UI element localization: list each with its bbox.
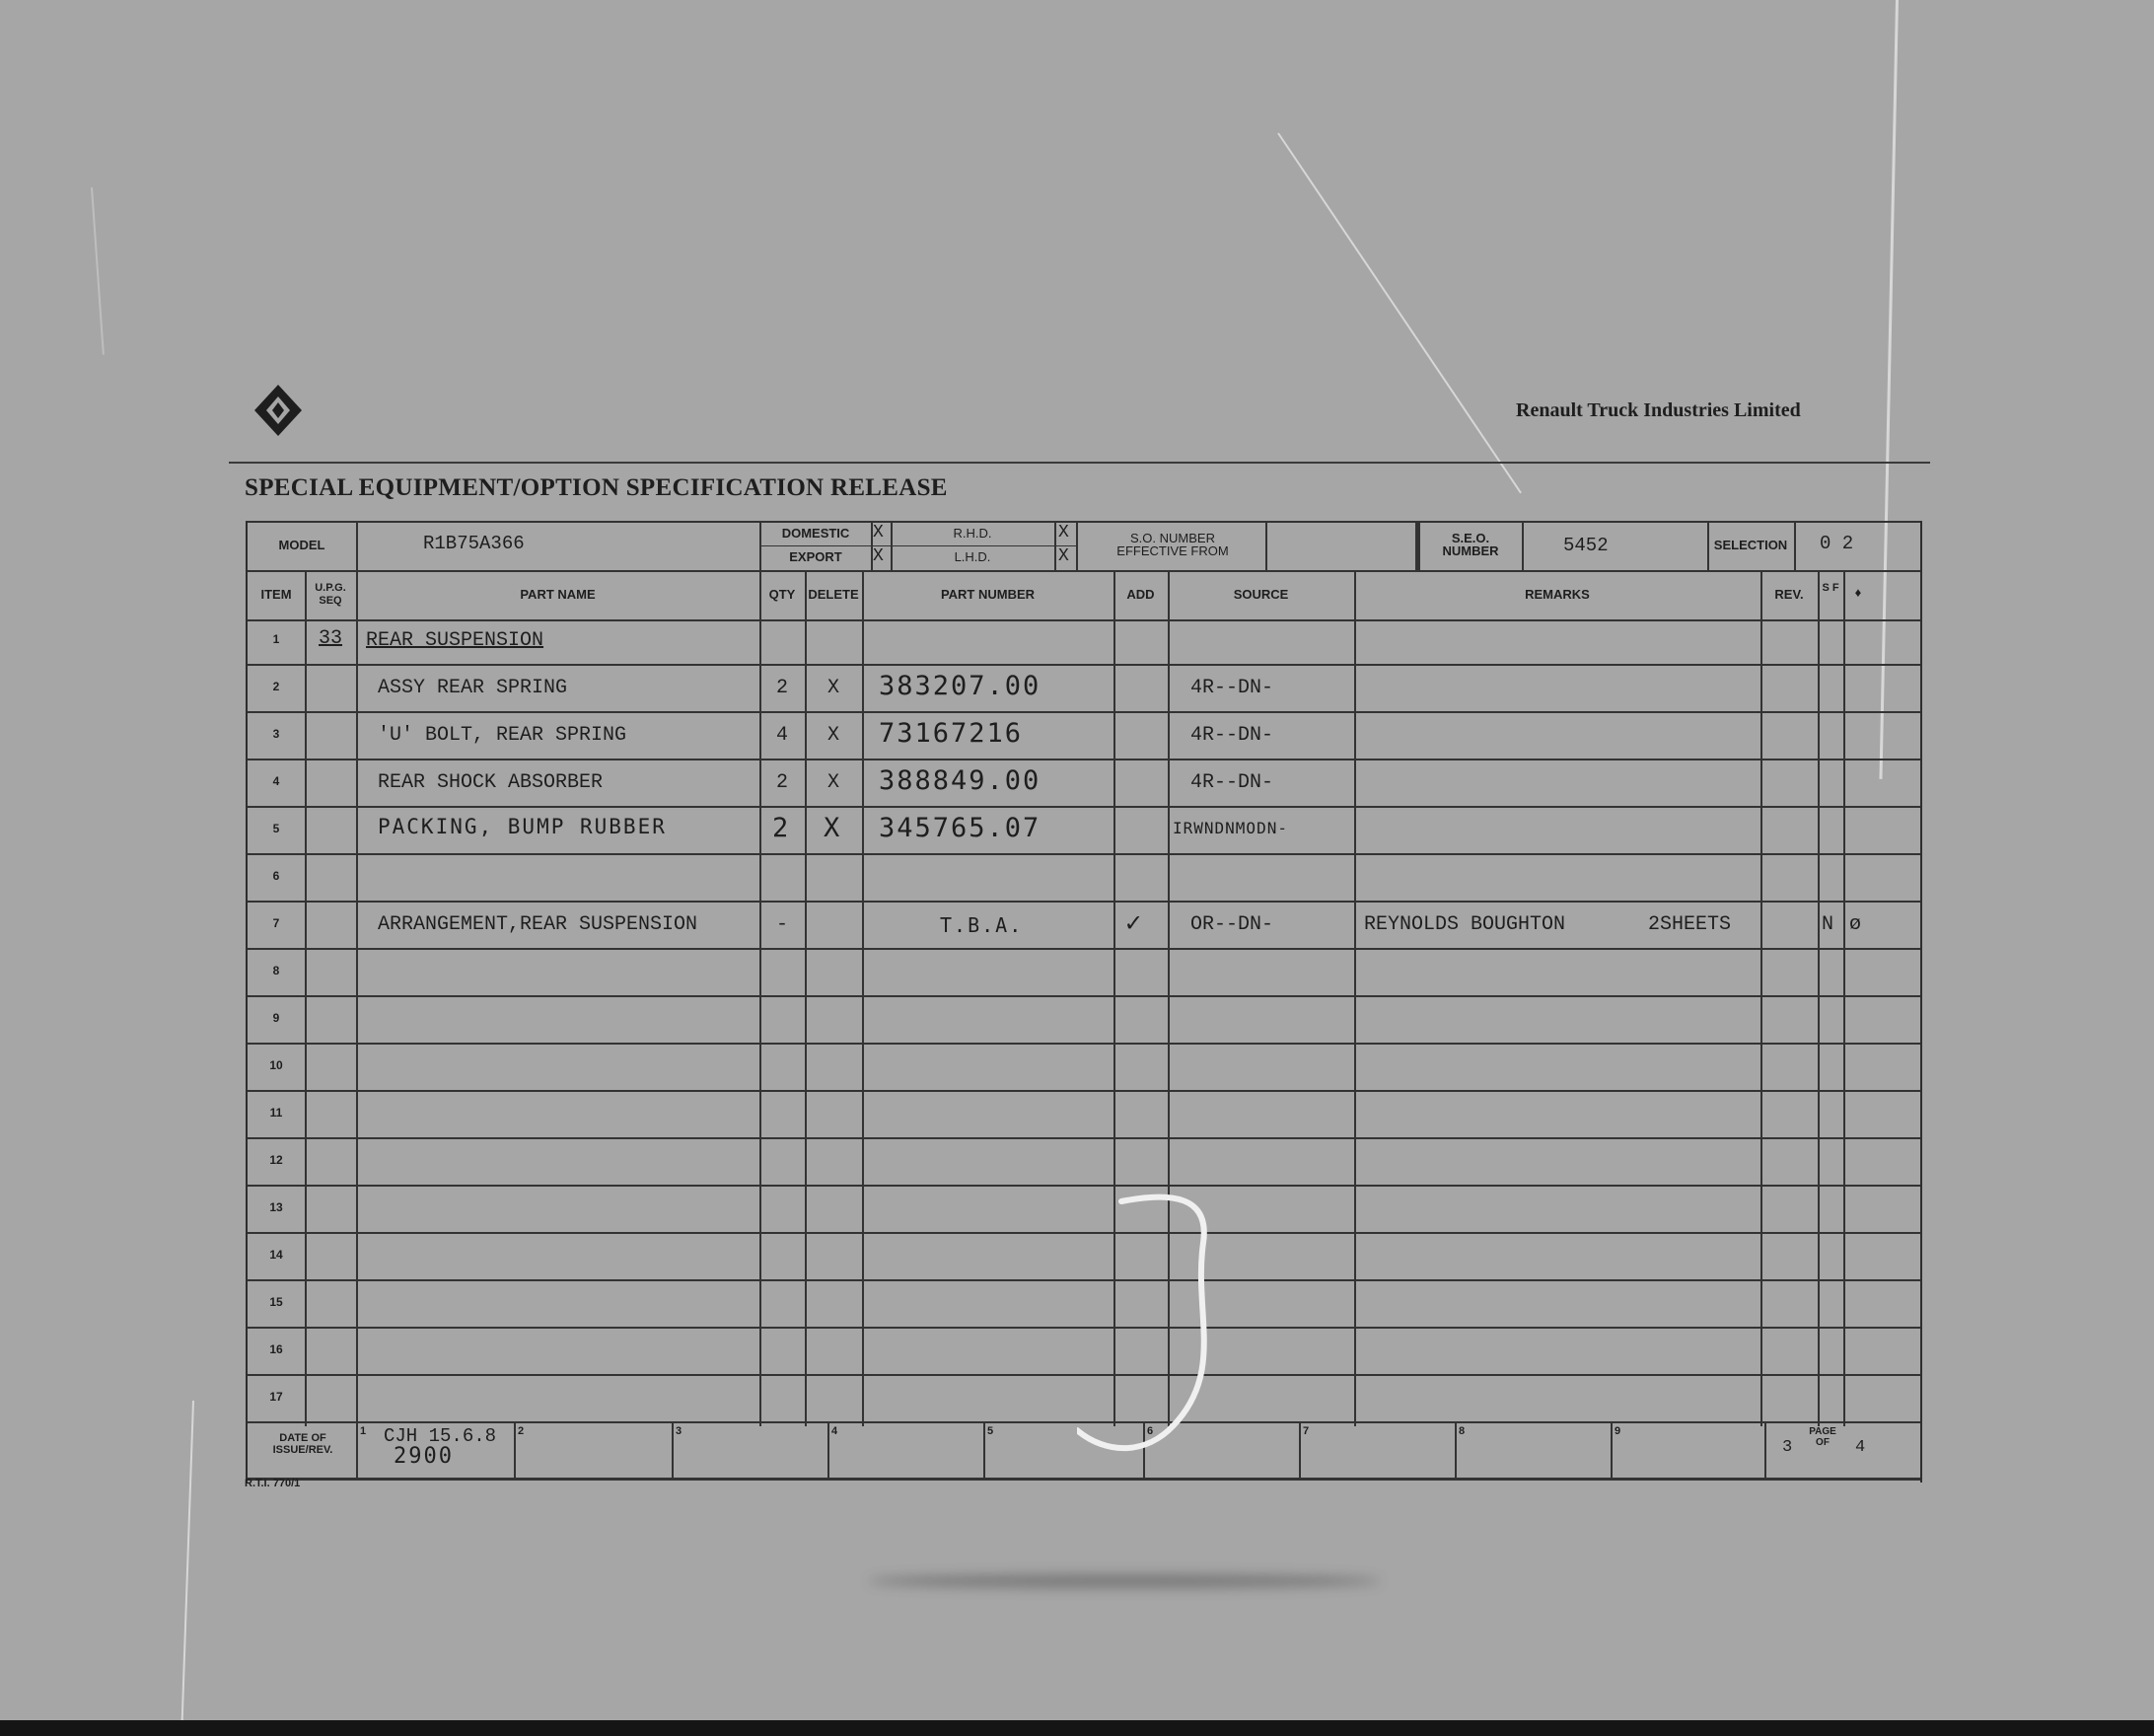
model-value: R1B75A366 [423, 533, 525, 554]
delete-cell: X [824, 813, 842, 843]
selection-label: SELECTION [1713, 538, 1788, 552]
form-title: SPECIAL EQUIPMENT/OPTION SPECIFICATION RELEASE [245, 474, 948, 501]
item-number: 1 [272, 632, 280, 646]
revision-slot: 1 [360, 1425, 367, 1437]
grid-line [305, 570, 307, 1426]
export-label: EXPORT [789, 549, 842, 564]
film-edge [0, 1720, 2154, 1736]
grid-line [1760, 570, 1762, 1426]
revision-slot: 4 [831, 1425, 838, 1437]
delete-cell: X [827, 677, 840, 699]
rhd-label: R.H.D. [953, 526, 992, 541]
column-header-delete: DELETE [808, 587, 859, 602]
grid-line [1415, 521, 1420, 570]
grid-line [248, 521, 1920, 523]
domestic-label: DOMESTIC [781, 526, 850, 541]
revision-slot: 2 [518, 1425, 525, 1437]
grid-line [1818, 570, 1820, 1426]
part-name-cell: PACKING, BUMP RUBBER [378, 815, 667, 838]
selection-value: 0 2 [1820, 533, 1854, 554]
part-number-cell: 388849.00 [879, 765, 1041, 796]
item-number: 13 [269, 1200, 283, 1214]
grid-line [1455, 1421, 1457, 1478]
column-header-part-number: PART NUMBER [940, 587, 1036, 602]
revision-slot: 3 [676, 1425, 682, 1437]
grid-line [983, 1421, 985, 1478]
part-name-cell: ASSY REAR SPRING [378, 677, 568, 699]
so-number-label: S.O. NUMBER EFFECTIVE FROM [1116, 531, 1229, 558]
lhd-mark: X [1058, 546, 1069, 566]
column-header-part-name: PART NAME [520, 587, 596, 602]
grid-line [1522, 521, 1524, 570]
company-name: Renault Truck Industries Limited [1516, 399, 1801, 421]
item-number: 10 [269, 1058, 283, 1072]
grid-line [1843, 570, 1845, 1426]
page-current: 3 [1782, 1438, 1793, 1457]
item-number: 12 [269, 1153, 283, 1167]
scratch-mark [91, 187, 105, 355]
seo-number-value: 5452 [1563, 535, 1609, 556]
item-number: 5 [272, 822, 280, 835]
grid-line [356, 570, 358, 1426]
item-number: 17 [269, 1390, 283, 1404]
issue-entry-initials-date: CJH 15.6.8 [384, 1425, 497, 1447]
grid-line [248, 995, 1920, 997]
grid-line [1054, 521, 1056, 570]
column-header-item: ITEM [260, 587, 292, 602]
qty-cell: 2 [772, 813, 791, 843]
form-code: R.T.I. 770/1 [245, 1478, 301, 1489]
item-number: 16 [269, 1342, 283, 1356]
part-name-cell: ARRANGEMENT,REAR SUSPENSION [378, 913, 698, 936]
grid-line [248, 853, 1920, 855]
revision-slot: 7 [1303, 1425, 1310, 1437]
grid-line [248, 901, 1920, 903]
grid-line [248, 948, 1920, 950]
grid-line [1354, 570, 1356, 1426]
part-number-cell: T.B.A. [940, 913, 1024, 937]
upg-seq-value: 33 [319, 627, 343, 650]
specification-sheet [229, 375, 1935, 1489]
grid-line [356, 1421, 358, 1478]
item-number: 2 [272, 680, 280, 693]
page-total: 4 [1855, 1438, 1866, 1457]
item-number: 8 [272, 964, 280, 977]
renault-diamond-logo [251, 383, 306, 438]
extra-cell: ø [1849, 913, 1862, 936]
grid-line [248, 664, 1920, 666]
grid-line [1265, 521, 1267, 570]
qty-cell: 4 [776, 724, 789, 747]
part-name-cell: REAR SHOCK ABSORBER [378, 771, 604, 794]
grid-line [248, 711, 1920, 713]
item-number: 6 [272, 869, 280, 883]
grid-line [827, 1421, 829, 1478]
part-number-cell: 73167216 [879, 718, 1024, 749]
grid-line [1764, 1421, 1766, 1478]
grid-line [1611, 1421, 1613, 1478]
revision-slot: 9 [1615, 1425, 1621, 1437]
part-number-cell: 345765.07 [879, 813, 1041, 843]
column-header-rev: REV. [1774, 587, 1804, 602]
item-number: 7 [272, 916, 280, 930]
date-of-issue-label: DATE OF ISSUE/REV. [272, 1432, 333, 1456]
issue-entry-note: 2900 [394, 1444, 454, 1469]
grid-line [356, 521, 358, 570]
remarks-cell: 2SHEETS [1648, 913, 1732, 936]
source-cell: 4R--DN- [1190, 771, 1274, 794]
revision-slot: 5 [987, 1425, 994, 1437]
grid-line [248, 570, 1920, 572]
marker-scribble [1077, 1184, 1314, 1480]
column-header-upg-seq: U.P.G. SEQ [315, 582, 346, 607]
qty-cell: 2 [776, 677, 789, 699]
seo-number-label: S.E.O. NUMBER [1442, 531, 1499, 558]
item-number: 3 [272, 727, 280, 741]
part-name-cell: REAR SUSPENSION [366, 629, 544, 652]
page-label: PAGE OF [1809, 1426, 1836, 1448]
grid-line [248, 1137, 1920, 1139]
source-cell: 4R--DN- [1190, 677, 1274, 699]
grid-line [862, 570, 864, 1426]
source-cell: IRWNDNMODN- [1173, 819, 1288, 837]
grid-line [672, 1421, 674, 1478]
source-cell: OR--DN- [1190, 913, 1274, 936]
header-rule [229, 462, 1930, 464]
lhd-label: L.H.D. [954, 549, 991, 564]
grid-line [759, 570, 761, 1426]
grid-line [805, 570, 807, 1426]
grid-line [248, 759, 1920, 760]
part-name-cell: 'U' BOLT, REAR SPRING [378, 724, 627, 747]
grid-line [1794, 521, 1796, 570]
delete-cell: X [827, 724, 840, 747]
source-cell: 4R--DN- [1190, 724, 1274, 747]
grid-line [760, 545, 1078, 546]
revision-slot: 8 [1459, 1425, 1466, 1437]
scratch-mark [180, 1401, 194, 1726]
model-label: MODEL [278, 538, 325, 552]
rhd-mark: X [1058, 523, 1069, 542]
revision-slot: 6 [1147, 1425, 1154, 1437]
grid-line [1076, 521, 1078, 570]
sf-cell: N [1822, 913, 1834, 936]
column-header-add: ADD [1126, 587, 1155, 602]
part-number-cell: 383207.00 [879, 671, 1041, 701]
column-header-source: SOURCE [1233, 587, 1289, 602]
column-header-qty: QTY [768, 587, 796, 602]
delete-cell: X [827, 771, 840, 794]
qty-cell: - [776, 913, 789, 936]
column-header-remarks: REMARKS [1525, 587, 1590, 602]
grid-line [248, 806, 1920, 808]
remarks-cell: REYNOLDS BOUGHTON [1364, 913, 1566, 936]
grid-line [248, 619, 1920, 621]
domestic-mark: X [873, 523, 884, 542]
grid-line [248, 1043, 1920, 1045]
qty-cell: 2 [776, 771, 789, 794]
item-number: 15 [269, 1295, 283, 1309]
column-header-sf: S F [1822, 582, 1839, 594]
grid-line [248, 1090, 1920, 1092]
grid-line [514, 1421, 516, 1478]
item-number: 14 [269, 1248, 283, 1262]
item-number: 9 [272, 1011, 280, 1025]
shadow-streak [868, 1574, 1381, 1588]
item-number: 11 [269, 1106, 283, 1120]
column-header-extra: ♦ [1854, 585, 1862, 600]
item-number: 4 [272, 774, 280, 788]
add-check-mark: ✓ [1125, 907, 1144, 938]
export-mark: X [873, 546, 884, 566]
